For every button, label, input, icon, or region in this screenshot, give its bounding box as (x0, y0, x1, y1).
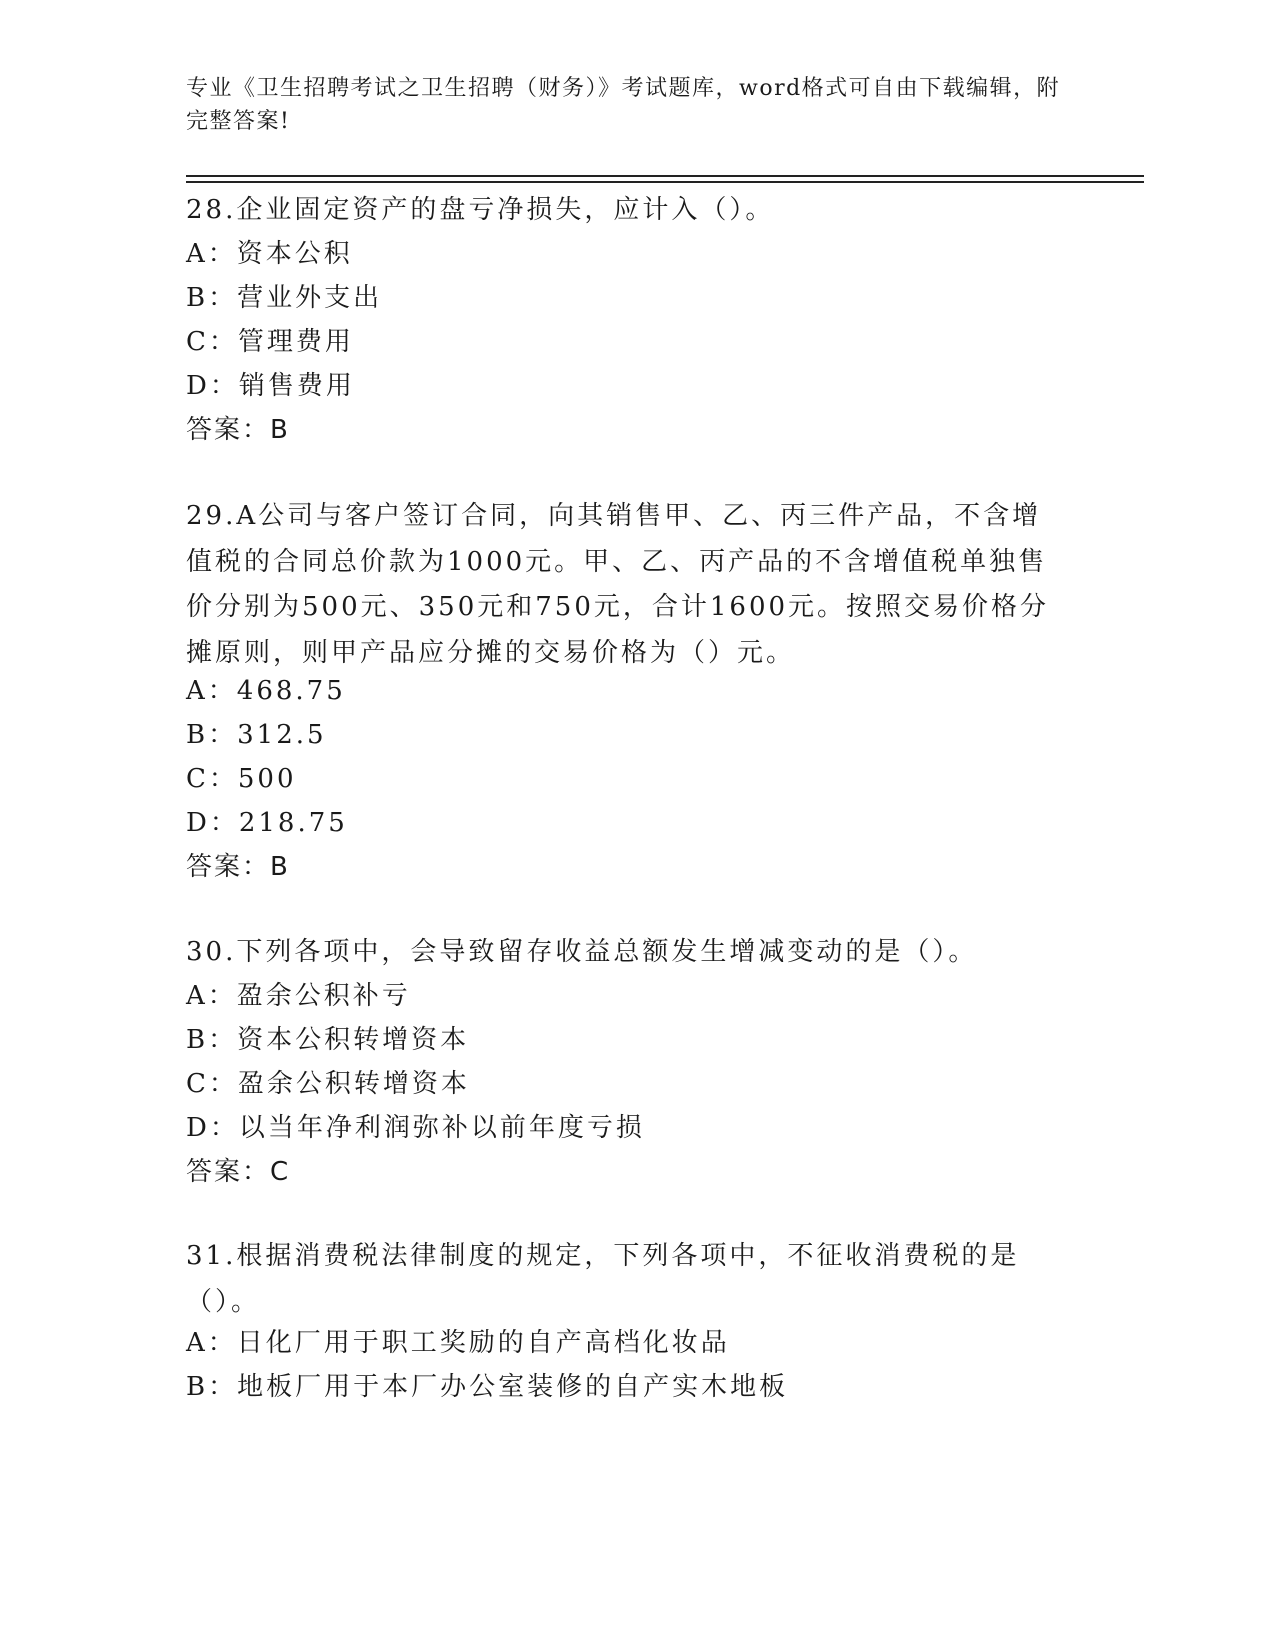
question-30-option-c: C：盈余公积转增资本 (186, 1069, 470, 1099)
question-30-option-d: D：以当年净利润弥补以前年度亏损 (186, 1113, 645, 1143)
question-30-stem: 30.下列各项中，会导致留存收益总额发生增减变动的是（）。 (186, 937, 978, 967)
question-31-option-a: A：日化厂用于职工奖励的自产高档化妆品 (186, 1328, 730, 1358)
question-31-option-b: B：地板厂用于本厂办公室装修的自产实木地板 (186, 1372, 789, 1402)
question-30-option-a: A：盈余公积补亏 (186, 981, 411, 1011)
question-29-stem: 29.A公司与客户签订合同，向其销售甲、乙、丙三件产品，不含增值税的合同总价款为1000元。甲、乙、丙产品的不含增值税单独售价分别为500元、350元和750元，合计1600元。按照交易价格分摊原则，则甲产品应分摊的交易价格为（）元。 (186, 501, 1050, 668)
question-30-option-b: B：资本公积转增资本 (186, 1025, 470, 1055)
question-28-option-b: B：营业外支出 (186, 283, 383, 313)
document-header: 专业《卫生招聘考试之卫生招聘（财务）》考试题库，word格式可自由下载编辑，附完整答案! (186, 76, 1061, 134)
question-31-stem: 31.根据消费税法律制度的规定，下列各项中，不征收消费税的是（）。 (186, 1241, 1020, 1317)
question-28-option-c: C：管理费用 (186, 327, 354, 357)
question-30-answer: 答案：C (186, 1157, 291, 1187)
question-28-option-a: A：资本公积 (186, 239, 353, 269)
question-29-option-c: C：500 (186, 764, 297, 794)
question-28-answer: 答案：B (186, 415, 290, 445)
question-29-answer: 答案：B (186, 852, 290, 882)
question-29-option-b: B：312.5 (186, 720, 327, 750)
header-divider-bottom (186, 181, 1144, 183)
header-divider-top (186, 175, 1144, 177)
question-29-option-a: A：468.75 (186, 676, 346, 706)
question-28-stem: 28.企业固定资产的盘亏净损失，应计入（）。 (186, 195, 775, 225)
question-29-option-d: D：218.75 (186, 808, 348, 838)
question-28-option-d: D：销售费用 (186, 371, 355, 401)
